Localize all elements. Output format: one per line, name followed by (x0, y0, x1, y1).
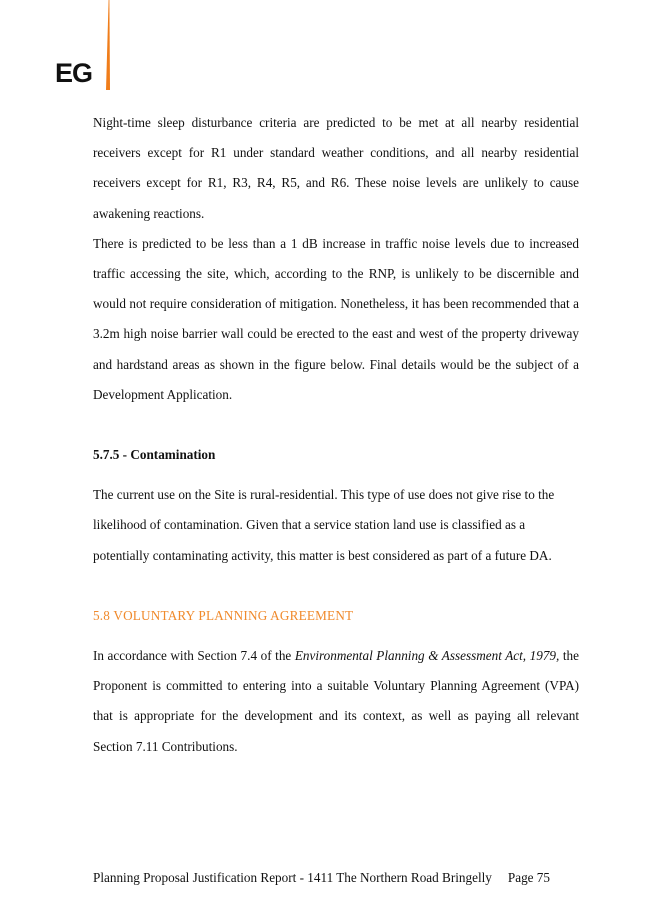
logo-text: EG (55, 58, 93, 88)
paragraph-vpa (93, 641, 579, 762)
page-content (93, 108, 579, 762)
paragraph-traffic-noise: There is predicted to be less than a 1 dB increase in traffic noise levels due to increased traffic accessing the site, which, according to the RNP, is unlikely to be discernible and would not require consideration of mitigation. Nonetheless, it has been recommended that a 3.2m high noise barrier wall could be erected to the east and west of the property driveway and hardstand areas as shown in the figure below. Final details would be the subject of a Development Application. (93, 235, 579, 402)
footer-report-title: Planning Proposal Justification Report - 1411 The Northern Road Bringelly (93, 870, 492, 885)
spacer (93, 631, 579, 641)
company-logo (55, 0, 125, 95)
vpa-act-title: Environmental Planning & Assessment Act, 1979, (294, 648, 560, 664)
heading-voluntary-planning-agreement: 5.8 VOLUNTARY PLANNING AGREEMENT (93, 607, 354, 623)
heading-contamination: 5.7.5 - Contamination (93, 447, 216, 463)
logo-accent-bar (106, 0, 110, 90)
footer-page-number: Page 75 (507, 870, 550, 885)
vpa-text-before: In accordance with Section 7.4 of the (93, 648, 295, 664)
spacer (93, 571, 579, 601)
spacer (93, 470, 579, 480)
paragraph-noise-criteria: Night-time sleep disturbance criteria are predicted to be met at all nearby residential receivers except for R1 under standard weather conditions, and all nearby residential receivers except for R1, R3, R4, R5, and R6. These noise levels are unlikely to cause awakening reactions. (93, 115, 579, 221)
vpa-text-after: the Proponent is committed to entering into a suitable Voluntary Planning Agreement (VPA) that is appropriate for the development and its context, as well as paying all relevant Section 7.11 Contributions. (93, 648, 580, 754)
page-footer (93, 868, 563, 888)
spacer (93, 410, 579, 440)
paragraph-contamination: The current use on the Site is rural-residential. This type of use does not give rise to the likelihood of contamination. Given that a service station land use is classified as a potentially contaminating activity, this matter is best considered as part of a future DA. (93, 487, 555, 563)
